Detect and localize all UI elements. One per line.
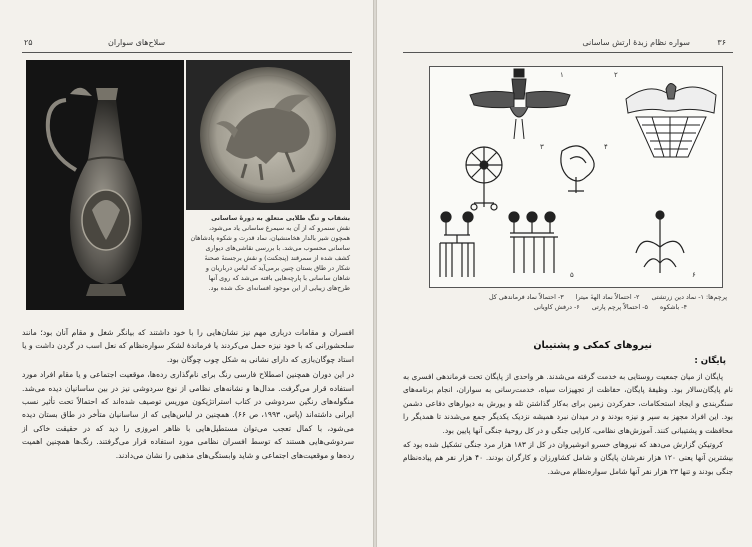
figure-label: ۴	[604, 143, 608, 151]
right-body-text	[403, 370, 733, 479]
banner-eagle	[626, 83, 716, 157]
paragraph: افسران و مقامات درباری مهم نیز نشان‌هایی را با خود داشتند که بیانگر شغل و مقام آنان بود؛ مانند سلحشورانی که با خود نیزه حمل می‌کردند یا فرماندهٔ لشکر سواره‌نظام که نعل اسب در گردن داشت و یا استاد چوگان‌بازی که دارای نشانی به شکل چوب چوگان بود.	[22, 328, 354, 364]
caption-row	[407, 302, 727, 312]
caption-item: ۳- احتمالاً نماد فرماندهی کل	[488, 293, 564, 301]
photo-golden-ewer	[26, 60, 184, 310]
page-number: ۳۶	[717, 38, 726, 47]
caption-row	[407, 292, 727, 302]
left-body-text	[22, 326, 354, 464]
photo-caption	[190, 213, 350, 293]
right-page	[376, 0, 752, 547]
banner-sun-wheel	[466, 147, 502, 210]
banner-lotus	[636, 211, 684, 273]
running-title: سواره نظام زبدهٔ ارتش ساسانی	[582, 38, 690, 47]
banner-bird-emblem	[561, 146, 594, 193]
paragraph: پایگان از میان جمعیت روستایی به خدمت گرفته می‌شدند. هر واحدی از پایگان تحت فرماندهی افسری به نام پایگان‌سالار بود. وظیفهٔ پایگان، حفاظت از تجهیزات سپاه، خدمت‌رسانی به سواران، انجام برنامه‌های سنگربندی و ایجاد استحکامات، حفرکردن زمین برای به‌کار گذاشتن تله و یورش به دیوارهای دفاعی دشمن بود. این افراد مجهز به سپر و نیزه بودند و در میدان نبرد همیشه نزدیک یکدیگر جمع می‌شدند تا همدیگر را محافظت و پشتیبانی کنند. آموزش‌های نظامی، کارایی جنگی و در کل روحیهٔ جنگی آنها پایین بود.	[403, 372, 733, 435]
page-number: ۲۵	[24, 38, 33, 47]
paragraph: در این دوران همچنین اصطلاح فارسی رنگ برای نام‌گذاری رده‌ها، موقعیت اجتماعی و یا مقام افراد مورد استفاده قرار می‌گرفت. مدال‌ها و نشانه‌های نظامی از نوع سردوشی نیز در بین ساسانیان دیده می‌شد. منگوله‌های رنگین سردوشی در کتاب استراتژیکون موریس توصیف شده‌اند که احتمالاً تحت تأثیر نسب ایرانی داشته‌اند (پاس، ۱۹۹۳، ص ۶۶). همچنین در لباس‌هایی که از ساسانیان متأخر در طاق بستان دیده می‌شود، با کمال تعجب می‌توان مستطیل‌هایی با ظاهر امروزی را دید که در حقیقت خاکی از سردوشی‌هایی هستند که توسط افسران نظامی مورد استفاده قرار می‌گرفتند. رنگ‌ها همچنین اهمیت رده‌ها و موقعیت‌های اجتماعی و شاید وابستگی‌های مذهبی را نشان می‌دادند.	[22, 370, 354, 460]
header-rule	[403, 52, 733, 53]
paragraph: کروتیکن گزارش می‌دهد که نیروهای خسرو انوشیروان در کل از ۱۸۳ هزار مرد جنگی تشکیل شده بود که بیشترین آنها یعنی ۱۲۰ هزار نفرشان پایگان و شامل کشاورزان و کارگران بودند. ۴۰ هزار نفر هم پیاده‌نظام جنگی بودند و تنها ۲۳ هزار نفر آنها شامل سواره‌نظام می‌شد.	[403, 440, 734, 476]
banner-figure	[429, 66, 723, 288]
figure-caption	[407, 292, 727, 312]
figure-label: ۵	[570, 271, 574, 279]
figure-label: ۱	[560, 71, 564, 79]
header-rule	[22, 52, 352, 53]
caption-item: ۶- درفش کاویانی	[533, 303, 580, 311]
caption-item: پرچم‌ها: ۱- نماد دین زرتشتی	[651, 293, 727, 301]
banner-candelabrum	[440, 212, 474, 277]
caption-item: ۵- احتمالاً پرچم پارتی	[591, 303, 648, 311]
sub-heading: پایگان :	[694, 356, 726, 366]
caption-item: ۲- احتمالاً نماد الههٔ میترا	[575, 293, 640, 301]
figure-label: ۳	[540, 143, 544, 151]
section-heading: نیروهای کمکی و پشتیبان	[533, 340, 652, 351]
photo-caption-title: بشقاب و تنگ طلایی متعلق به دورهٔ ساسانی	[211, 214, 350, 222]
photo-golden-plate	[186, 60, 350, 210]
banner-fringed	[509, 212, 558, 273]
running-title: سلاح‌های سواران	[108, 38, 166, 47]
banner-faravahar	[470, 69, 570, 139]
figure-label: ۲	[614, 71, 618, 79]
figure-label: ۶	[692, 271, 696, 279]
caption-item: ۴- باشکوه	[659, 303, 687, 311]
left-page	[0, 0, 374, 547]
photo-caption-text: نقش سنمرو که از آن به سیمرغ ساسانی یاد می‌شود، همچون شیر بالدار هخامنشیان، نماد قدرت و شکوه پادشاهان ساسانی محسوب می‌شد. با بررسی نقاشی‌های دیواری کشف شده از سمرقند (پنجکنت) و نقش برجستهٔ صحنهٔ شکار در طاق بستان چنین برمی‌آید که لباس درباریان و شاهان ساسانی با پارچه‌هایی بافته می‌شد که روی آنها طرح‌های زیبایی از این موجود افسانه‌ای حک شده بود.	[190, 224, 350, 292]
